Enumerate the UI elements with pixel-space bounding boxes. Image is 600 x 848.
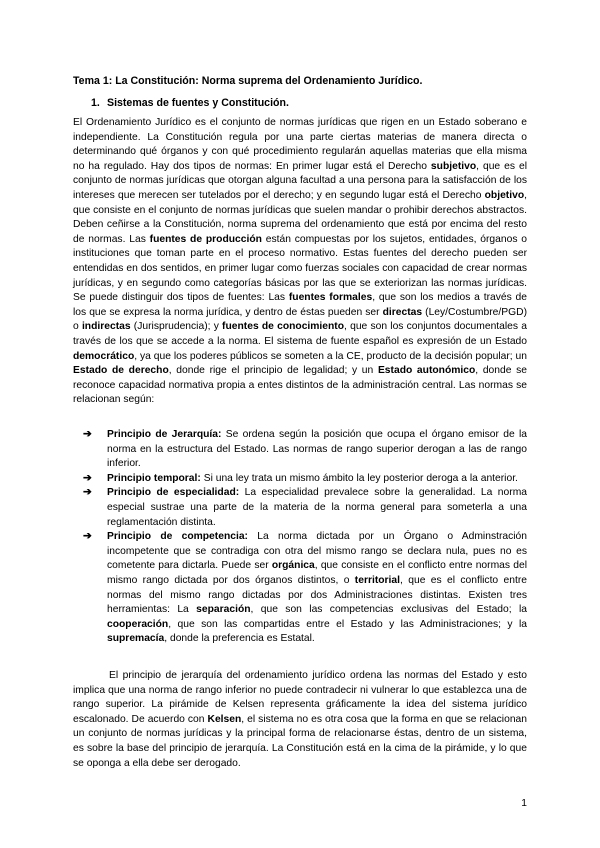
term-separacion: separación bbox=[196, 604, 251, 616]
principle-label: Principio temporal: bbox=[107, 472, 201, 484]
principle-text: Si una ley trata un mismo ámbito la ley posterior deroga a la anterior. bbox=[200, 472, 518, 484]
list-item bbox=[73, 486, 527, 530]
term-kelsen: Kelsen bbox=[207, 713, 242, 725]
term-fuentes-conocimiento: fuentes de conocimiento bbox=[222, 321, 345, 333]
principle-text: , que son las competencias exclusivas del Estado; la bbox=[250, 604, 527, 616]
principle-label: Principio de competencia: bbox=[107, 531, 248, 543]
arrow-icon: ➔ bbox=[83, 531, 92, 543]
list-item bbox=[73, 530, 527, 647]
arrow-icon: ➔ bbox=[83, 429, 92, 440]
term-fuentes-produccion: fuentes de producción bbox=[149, 233, 262, 245]
arrow-icon: ➔ bbox=[83, 472, 92, 484]
p1-text: , que son los conjuntos documentales a través de los que se accede a la norma. El sistema de fuente español es expresión de un Estado bbox=[73, 321, 527, 347]
principle-text: , que consiste en el conflicto entre normas del mismo rango dictada por dos órganos distintos, o bbox=[107, 560, 527, 586]
principle-label: Principio de especialidad: bbox=[107, 487, 240, 499]
list-item bbox=[73, 472, 527, 487]
term-cooperacion: cooperación bbox=[107, 618, 169, 630]
section-heading bbox=[91, 96, 289, 111]
p1-text: , que es el conjunto de normas jurídicas que otorgan alguna facultad a una persona para la satisfacción de los intereses que merecen ser tutelados por el derecho; y en segundo lugar está el Derecho bbox=[73, 160, 527, 201]
term-subjetivo: subjetivo bbox=[430, 160, 477, 172]
document-title: Tema 1: La Constitución: Norma suprema del Ordenamiento Jurídico. bbox=[73, 75, 423, 87]
p2-text: El principio de jerarquía del ordenamiento jurídico ordena las normas del Estado y esto implica que una norma de rango inferior no puede contradecir ni vulnerar lo que establezca una de rango superior. La pirámide de Kelsen representa gráficamente la idea del sistema jurídico escalonado. De acuerdo con bbox=[73, 670, 527, 725]
term-directas: directas bbox=[382, 306, 423, 318]
principle-text: , donde la preferencia es Estatal. bbox=[164, 633, 315, 645]
term-estado-derecho: Estado de derecho bbox=[73, 365, 169, 377]
term-organica: orgánica bbox=[271, 560, 315, 572]
principle-text: , que es el conflicto entre normas del mismo rango dictadas por dos Administraciones distintas. Existen tres herramientas: La bbox=[107, 574, 527, 616]
principle-label: Principio de Jerarquía: bbox=[107, 429, 222, 440]
p1-text: (Jurisprudencia); y bbox=[130, 321, 223, 333]
p1-text: El Ordenamiento Jurídico es el conjunto de normas jurídicas que rigen en un Estado soberano e independiente. La Constitución regula por una parte ciertas materias de manera directa o determinando qué órganos y con qué procedimiento regularán aquellas materias que ella misma no ha regulado. Hay dos tipos de normas: En primer lugar está el Derecho bbox=[73, 117, 527, 172]
p1-text: , que consiste en el conjunto de normas jurídicas que suelen mandar o prohibir derechos abstractos. Deben ceñirse a la Constitución, norma suprema del ordenamiento que está por encima del resto de normas. Las bbox=[73, 189, 527, 245]
section-number: 1. bbox=[91, 97, 100, 109]
arrow-icon: ➔ bbox=[83, 487, 92, 499]
p1-text: están compuestas por los sujetos, entidades, órganos o instituciones que toman parte en el proceso normativo. Estas fuentes del derecho pueden ser entendidas en dos sentidos, en primer lugar como fuerzas sociales con capacidad de crear normas jurídicas, y en segundo como categorías básicas por las que se exteriorizan las normas jurídicas. Se puede distinguir dos tipos de fuentes: Las bbox=[73, 233, 527, 304]
term-indirectas: indirectas bbox=[81, 321, 131, 333]
p1-text: , ya que los poderes públicos se someten a la CE, producto de la decisión popular; un bbox=[134, 350, 527, 362]
p1-text: , que son los medios a través de los que se expresa la norma jurídica, y dentro de éstas pueden ser bbox=[73, 292, 527, 318]
p1-text: (Ley/Costumbre/PGD) o bbox=[73, 306, 527, 333]
term-democratico: democrático bbox=[73, 350, 135, 362]
p1-text: , donde rige el principio de legalidad; y un bbox=[168, 365, 378, 377]
p2-text: , el sistema no es otra cosa que la forma en que se relacionan un conjunto de normas jurídicas y la principal forma de relacionarse éstas, dentro de un sistema, es sobre la base del principio de jerarquía. La Constitución está en la cima de la pirámide, y lo que se oponga a ella debe ser derogado. bbox=[73, 713, 527, 769]
term-estado-autonomico: Estado autonómico bbox=[377, 365, 476, 377]
p1-text: , donde se reconoce capacidad normativa propia a entes distintos de la administración central. Las normas se relacionan según: bbox=[73, 365, 528, 406]
list-item bbox=[73, 428, 527, 472]
page-number: 1 bbox=[521, 798, 527, 809]
principle-text: La especialidad prevalece sobre la generalidad. La norma especial sustrae una parte de la materia de la norma general para someterla a una reglamentación distinta. bbox=[107, 487, 527, 528]
principle-text: , que son las compartidas entre el Estado y las Administraciones; y la bbox=[168, 618, 527, 630]
paragraph-jerarquia bbox=[73, 669, 527, 771]
term-fuentes-formales: fuentes formales bbox=[288, 292, 373, 304]
term-objetivo: objetivo bbox=[484, 189, 525, 201]
section-label: Sistemas de fuentes y Constitución. bbox=[107, 97, 289, 109]
principle-text: Se ordena según la posición que ocupa el órgano emisor de la norma en la estructura del Estado. Las normas de rango superior derogan a las de rango inferior. bbox=[107, 429, 527, 470]
principle-text: La norma dictada por un Órgano o Adminstración incompetente que se contradiga con otra del mismo rango se declara nula, pues no es cometente para dictarla. Puede ser bbox=[107, 531, 528, 572]
term-supremacia: supremacía bbox=[107, 633, 165, 645]
paragraph-fuentes bbox=[73, 116, 527, 408]
term-territorial: territorial bbox=[354, 574, 401, 586]
principles-list bbox=[73, 428, 527, 647]
